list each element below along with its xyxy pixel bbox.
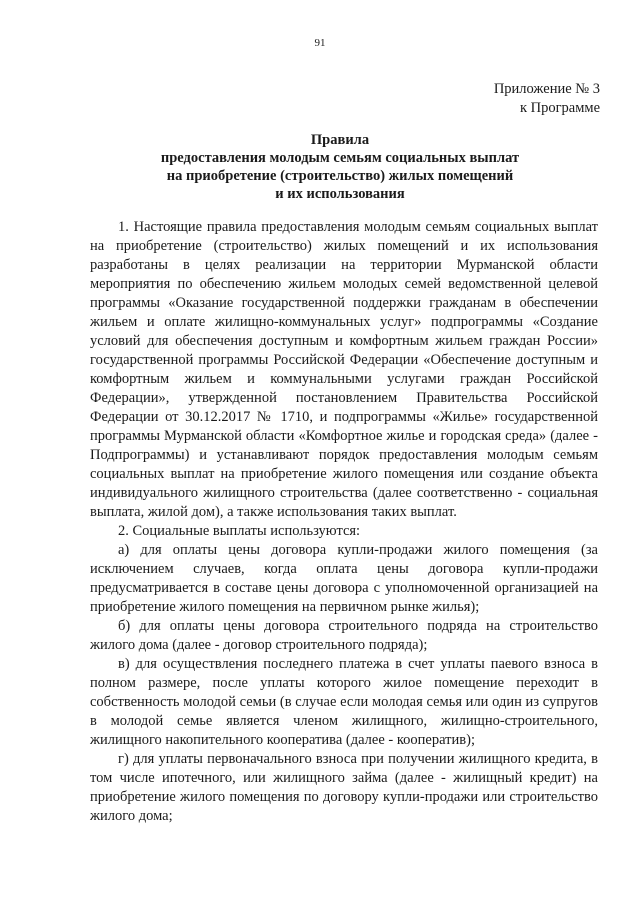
paragraph-2: 2. Социальные выплаты используются:	[118, 523, 361, 539]
appendix-number: Приложение № 3	[493, 81, 600, 97]
paragraph-1: 1. Настоящие правила предоставления молодым семьям социальных выплат на приобретение (строительство) жилых помещений и их использования разработаны в целях реализации на территории Мурманской области мероприятия по обеспечению жильем молодых семей ведомственной целевой программы «Оказание государственной поддержки гражданам в обеспечении жильем и оплате жилищно-коммунальных услуг» подпрограммы «Создание условий для обеспечения доступным и комфортным жильем граждан России» государственной программы Российской Федерации «Обеспечение доступным и комфортным жильем и коммунальными услугами граждан Российской Федерации», утвержденной постановлением Правительства Российской Федерации от 30.12.2017 № 1710, и подпрограммы «Жилье» государственной программы Мурманской области «Комфортное жилье и городская среда» (далее - Подпрограммы) и устанавливают порядок предоставления молодым семьям социальных выплат на приобретение жилого помещения или создание объекта индивидуального жилищного строительства (далее соответственно - социальная выплата, жилой дом), а также использования таких выплат.	[90, 219, 598, 520]
appendix-reference: к Программе	[519, 100, 600, 116]
document-title	[90, 131, 590, 203]
page-number: 91	[314, 37, 326, 49]
title-line-4: и их использования	[275, 186, 405, 202]
paragraph-item-v: в) для осуществления последнего платежа в счет уплаты паевого взноса в полном размере, после уплаты которого жилое помещение переходит в собственность молодой семьи (в случае если молодая семья или один из супругов в молодой семье является членом жилищного, жилищно-строительного, жилищного накопительного кооператива (далее - кооператив);	[90, 656, 598, 748]
document-body	[90, 218, 598, 826]
title-line-1: Правила	[310, 132, 370, 148]
paragraph-item-g: г) для уплаты первоначального взноса при получении жилищного кредита, в том числе ипотечного, или жилищного займа (далее - жилищный кредит) на приобретение жилого помещения по договору купли-продажи или строительство жилого дома;	[90, 751, 598, 824]
paragraph-item-b: б) для оплаты цены договора строительного подряда на строительство жилого дома (далее - договор строительного подряда);	[90, 618, 598, 653]
title-line-3: на приобретение (строительство) жилых помещений	[166, 168, 514, 184]
paragraph-item-a: а) для оплаты цены договора купли-продажи жилого помещения (за исключением случаев, когда оплата цены договора купли-продажи предусматривается в составе цены договора с уполномоченной организацией на приобретение жилого помещения на первичном рынке жилья);	[90, 542, 598, 615]
title-line-2: предоставления молодым семьям социальных выплат	[160, 150, 520, 166]
appendix-label	[494, 80, 600, 118]
